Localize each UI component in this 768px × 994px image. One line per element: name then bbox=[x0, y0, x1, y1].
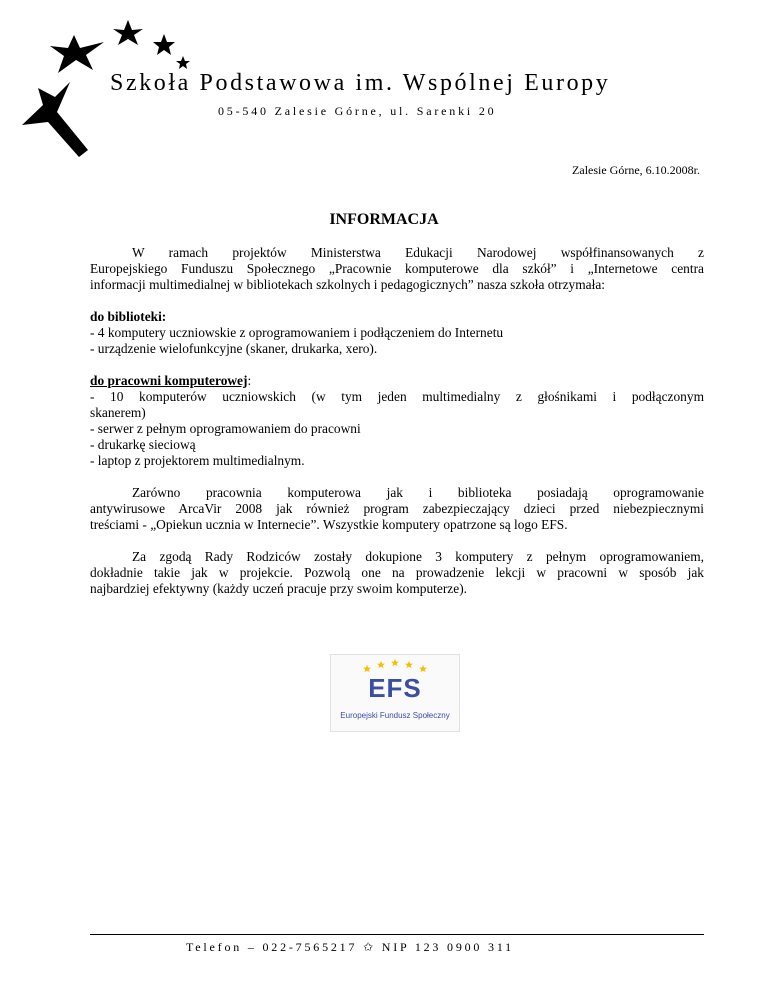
school-name: Szkoła Podstawowa im. Wspólnej Europy bbox=[110, 70, 611, 96]
intro-paragraph bbox=[90, 245, 704, 293]
parents-paragraph bbox=[90, 549, 704, 597]
efs-logo-text: EFS bbox=[368, 673, 422, 703]
parents-line: dokładnie takie jak w projekcie. Pozwolą one na prowadzenie lekcji w pracowni w sposób jak bbox=[90, 565, 704, 580]
document-title: INFORMACJA bbox=[329, 211, 439, 228]
document-body bbox=[90, 245, 704, 613]
intro-line: W ramach projektów Ministerstwa Edukacji Narodowej współfinansowanych z bbox=[132, 245, 704, 260]
document-date: Zalesie Górne, 6.10.2008r. bbox=[572, 163, 700, 177]
small-star-2-shape bbox=[153, 34, 175, 55]
library-item: - urządzenie wielofunkcyjne (skaner, drukarka, xero). bbox=[90, 341, 378, 356]
antivirus-line: antywirusowe ArcaVir 2008 jak również program zabezpieczający dzieci przed niebezpiecznymi bbox=[90, 501, 704, 516]
lab-heading: do pracowni komputerowej bbox=[90, 373, 248, 388]
lab-heading-colon: : bbox=[247, 373, 252, 388]
parents-line: Za zgodą Rady Rodziców zostały dokupione 3 komputery z pełnym oprogramowaniem, bbox=[132, 549, 704, 564]
footer-contact: Telefon – 022-7565217 ✩ NIP 123 0900 311 bbox=[186, 940, 514, 954]
lab-item: - drukarkę sieciową bbox=[90, 437, 196, 452]
intro-line: informacji multimedialnej w bibliotekach szkolnych i pedagogicznych” nasza szkoła otrzymała: bbox=[90, 277, 605, 292]
library-section bbox=[90, 309, 704, 357]
lab-section bbox=[90, 373, 704, 469]
library-heading: do biblioteki: bbox=[90, 309, 167, 324]
small-star-1-shape bbox=[113, 20, 143, 45]
parents-line: najbardziej efektywny (każdy uczeń pracuje przy swoim komputerze). bbox=[90, 581, 468, 596]
efs-logo bbox=[330, 654, 460, 732]
medium-star-shape bbox=[50, 35, 104, 73]
antivirus-line: treściami - „Opiekun ucznia w Internecie”. Wszystkie komputery opatrzone są logo EFS. bbox=[90, 517, 568, 532]
lab-item: skanerem) bbox=[90, 405, 146, 420]
efs-logo-caption: Europejski Fundusz Społeczny bbox=[340, 711, 450, 720]
antivirus-paragraph bbox=[90, 485, 704, 533]
intro-line: Europejskiego Funduszu Społecznego „Pracownie komputerowe dla szkół” i „Internetowe centra bbox=[90, 261, 704, 276]
antivirus-line: Zarówno pracownia komputerowa jak i biblioteka posiadają oprogramowanie bbox=[132, 485, 704, 500]
lab-item: - 10 komputerów uczniowskich (w tym jeden multimedialny z głośnikami i podłączonym bbox=[90, 389, 704, 404]
lab-item: - laptop z projektorem multimedialnym. bbox=[90, 453, 305, 468]
lab-item: - serwer z pełnym oprogramowaniem do pracowni bbox=[90, 421, 361, 436]
footer-divider bbox=[90, 934, 704, 935]
school-address: 05-540 Zalesie Górne, ul. Sarenki 20 bbox=[218, 104, 497, 118]
library-item: - 4 komputery uczniowskie z oprogramowaniem i podłączeniem do Internetu bbox=[90, 325, 504, 340]
big-star-shape bbox=[22, 82, 88, 157]
tiny-star-shape bbox=[176, 56, 190, 69]
